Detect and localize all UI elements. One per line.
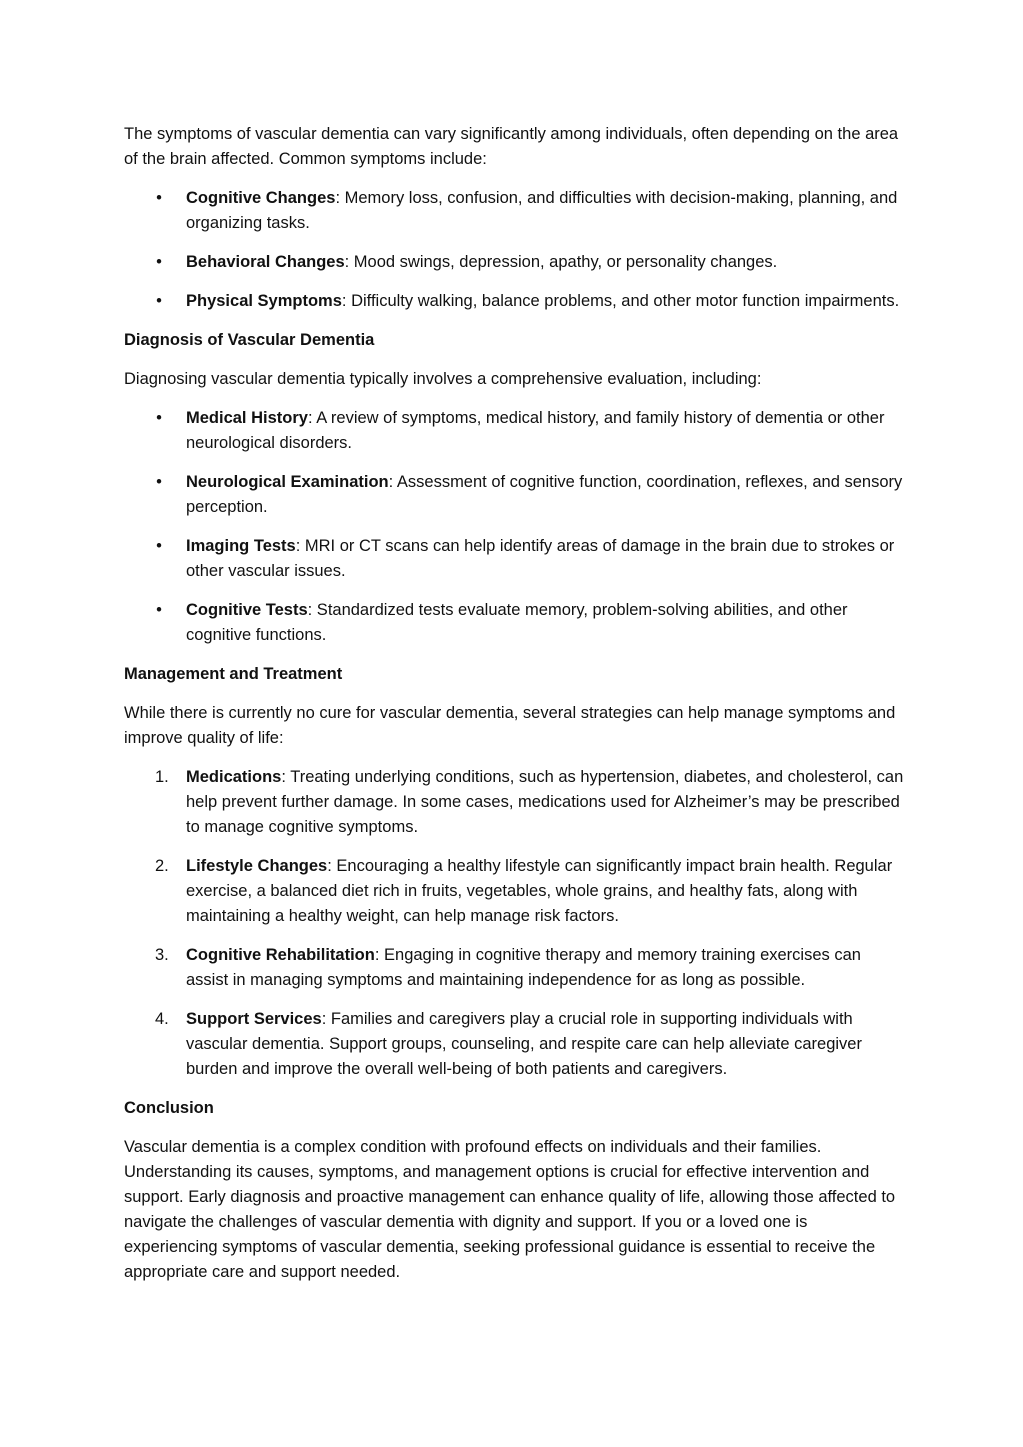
item-term: Cognitive Tests [186, 601, 308, 619]
list-item [124, 1007, 904, 1082]
document-page [124, 122, 904, 1285]
item-term: Cognitive Rehabilitation [186, 946, 375, 964]
item-text: : Standardized tests evaluate memory, problem-solving abilities, and other cognitive functions. [186, 601, 848, 644]
management-heading: Management and Treatment [124, 665, 343, 683]
list-item [124, 598, 904, 648]
list-item [124, 765, 904, 840]
conclusion-heading: Conclusion [124, 1099, 214, 1117]
conclusion-text: Vascular dementia is a complex condition with profound effects on individuals and their families. Understanding its causes, symptoms, and management options is crucial for effective intervention and support. Early diagnosis and proactive management can enhance quality of life, allowing those affected to navigate the challenges of vascular dementia with dignity and support. If you or a loved one is experiencing symptoms of vascular dementia, seeking professional guidance is essential to receive the appropriate care and support needed. [124, 1138, 896, 1281]
item-text: : Engaging in cognitive therapy and memory training exercises can assist in managing symptoms and maintaining independence for as long as possible. [186, 946, 861, 989]
item-text: : A review of symptoms, medical history, and family history of dementia or other neurological disorders. [186, 409, 885, 452]
bullet-icon: • [156, 537, 162, 555]
management-list [124, 765, 904, 1082]
list-item [124, 406, 904, 456]
item-text: : Encouraging a healthy lifestyle can significantly impact brain health. Regular exercise, a balanced diet rich in fruits, vegetables, whole grains, and healthy fats, along with maintaining a healthy weight, can help manage risk factors. [186, 857, 893, 925]
item-text: : Mood swings, depression, apathy, or personality changes. [344, 253, 778, 271]
list-item [124, 943, 904, 993]
list-item [124, 250, 904, 275]
item-term: Behavioral Changes [186, 253, 345, 271]
diagnosis-heading: Diagnosis of Vascular Dementia [124, 331, 375, 349]
item-number: 3. [155, 946, 169, 964]
item-text: : MRI or CT scans can help identify areas of damage in the brain due to strokes or other vascular issues. [186, 537, 895, 580]
list-item [124, 534, 904, 584]
bullet-icon: • [156, 473, 162, 491]
list-item [124, 186, 904, 236]
item-term: Support Services [186, 1010, 322, 1028]
item-number: 2. [155, 857, 169, 875]
item-text: : Difficulty walking, balance problems, and other motor function impairments. [341, 292, 900, 310]
list-item [124, 289, 904, 314]
item-text: : Treating underlying conditions, such as hypertension, diabetes, and cholesterol, can help prevent further damage. In some cases, medications used for Alzheimer’s may be prescribed to manage cognitive symptoms. [186, 768, 904, 836]
item-term: Physical Symptoms [186, 292, 342, 310]
diagnosis-list [124, 406, 904, 648]
item-number: 1. [155, 768, 169, 786]
item-text: : Families and caregivers play a crucial role in supporting individuals with vascular dementia. Support groups, counseling, and respite care can help alleviate caregiver burden and improve the overall well-being of both patients and caregivers. [186, 1010, 862, 1078]
item-term: Neurological Examination [186, 473, 389, 491]
symptoms-intro: The symptoms of vascular dementia can vary significantly among individuals, often depending on the area of the brain affected. Common symptoms include: [124, 125, 899, 168]
symptoms-list [124, 186, 904, 314]
item-term: Medical History [186, 409, 308, 427]
item-text: : Memory loss, confusion, and difficulties with decision-making, planning, and organizing tasks. [186, 189, 898, 232]
item-text: : Assessment of cognitive function, coordination, reflexes, and sensory perception. [186, 473, 903, 516]
bullet-icon: • [156, 253, 162, 271]
bullet-icon: • [156, 189, 162, 207]
item-term: Imaging Tests [186, 537, 296, 555]
bullet-icon: • [156, 409, 162, 427]
item-term: Cognitive Changes [186, 189, 336, 207]
diagnosis-intro: Diagnosing vascular dementia typically involves a comprehensive evaluation, including: [124, 370, 762, 388]
bullet-icon: • [156, 601, 162, 619]
list-item [124, 470, 904, 520]
list-item [124, 854, 904, 929]
item-term: Lifestyle Changes [186, 857, 328, 875]
item-term: Medications [186, 768, 282, 786]
bullet-icon: • [156, 292, 162, 310]
item-number: 4. [155, 1010, 169, 1028]
management-intro: While there is currently no cure for vascular dementia, several strategies can help manage symptoms and improve quality of life: [124, 704, 896, 747]
